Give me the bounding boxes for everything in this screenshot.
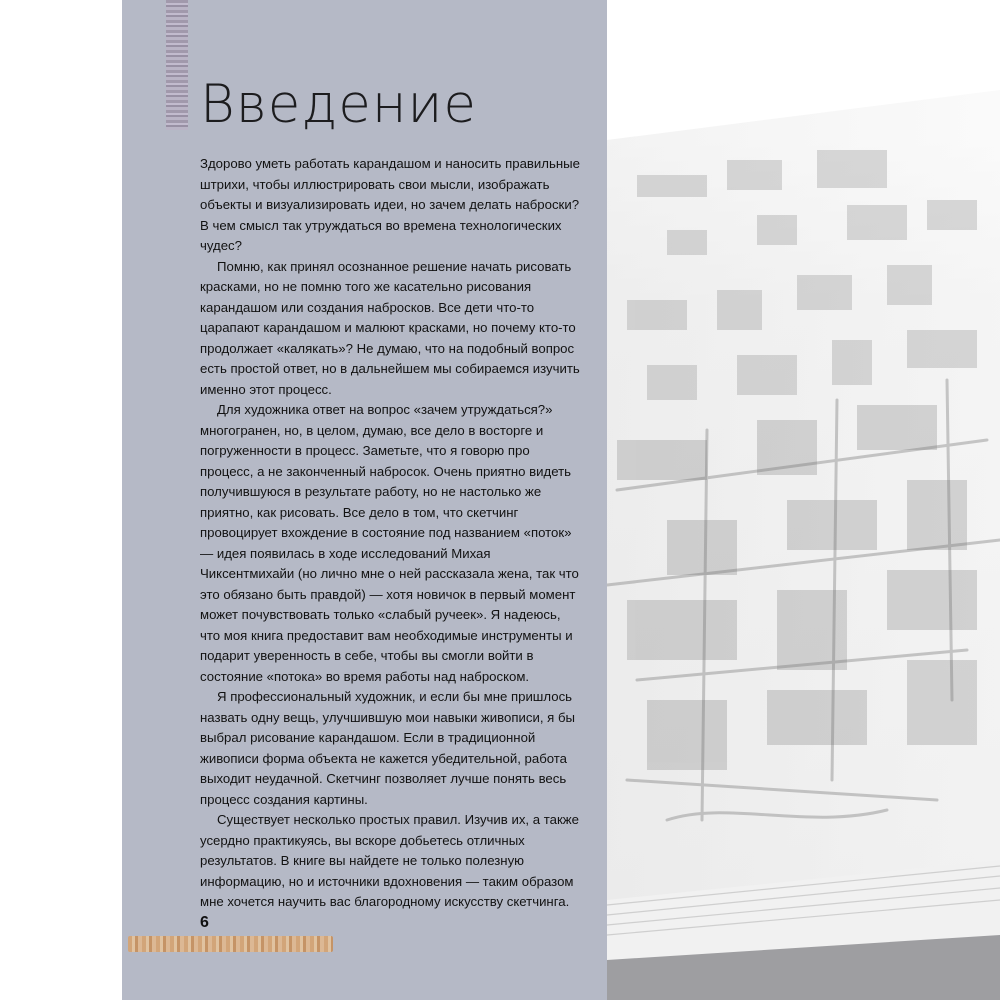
paragraph: Существует несколько простых правил. Изучив их, а также усердно практикуясь, вы вскоре добьетесь отличных результатов. В книге вы найдете не только полезную информацию, но и источники вдохновения — таким образом мне хочется научить вас благородному искусству скетчинга. bbox=[200, 812, 579, 909]
body-text bbox=[200, 154, 580, 913]
pencil-sketch-image bbox=[607, 0, 1000, 1000]
crayon-stroke-decoration bbox=[128, 936, 333, 952]
paragraph: Здорово уметь работать карандашом и наносить правильные штрихи, чтобы иллюстрировать свои мысли, изображать объекты и визуализировать идеи, но зачем делать наброски? В чем смысл так утруждаться во времена технологических чудес? bbox=[200, 156, 580, 253]
sketchbook-illustration bbox=[607, 0, 1000, 1000]
page-title: Введение bbox=[200, 74, 478, 135]
page-number: 6 bbox=[200, 914, 209, 931]
paragraph: Я профессиональный художник, и если бы мне пришлось назвать одну вещь, улучшившую мои навыки живописи, я бы выбрал рисование карандашом. Если в традиционной живописи форма объекта не кажется убедительной, работа выходит неудачной. Скетчинг позволяет лучше понять весь процесс создания картины. bbox=[200, 689, 575, 807]
paragraph: Для художника ответ на вопрос «зачем утруждаться?» многогранен, но, в целом, думаю, все дело в восторге и погруженности в процесс. Заметьте, что я говорю про процесс, а не законченный набросок. Очень приятно видеть получившуюся в результате работу, но не настолько же приятно, как рисовать. Все дело в том, что скетчинг провоцирует вхождение в состояние под названием «поток» — идея появилась в ходе исследований Михая Чиксентмихайи (но лично мне о ней рассказала жена, так что это обязано быть правдой) — хотя новичок в первый момент может почувствовать только «слабый ручеек». Я надеюсь, что моя книга предоставит вам необходимые инструменты и подарит уверенность в себе, чтобы вы смогли войти в состояние «потока» во время работы над наброском. bbox=[200, 402, 579, 684]
crayon-texture-strip bbox=[166, 0, 188, 130]
paragraph: Помню, как принял осознанное решение начать рисовать красками, но не помню того же касательно рисования карандашом или создания набросков. Все дети что-то царапают карандашом и малюют красками, но почему кто-то продолжает «калякать»? Не думаю, что на подобный вопрос есть простой ответ, но в дальнейшем мы собираемся изучить именно этот процесс. bbox=[200, 258, 580, 397]
